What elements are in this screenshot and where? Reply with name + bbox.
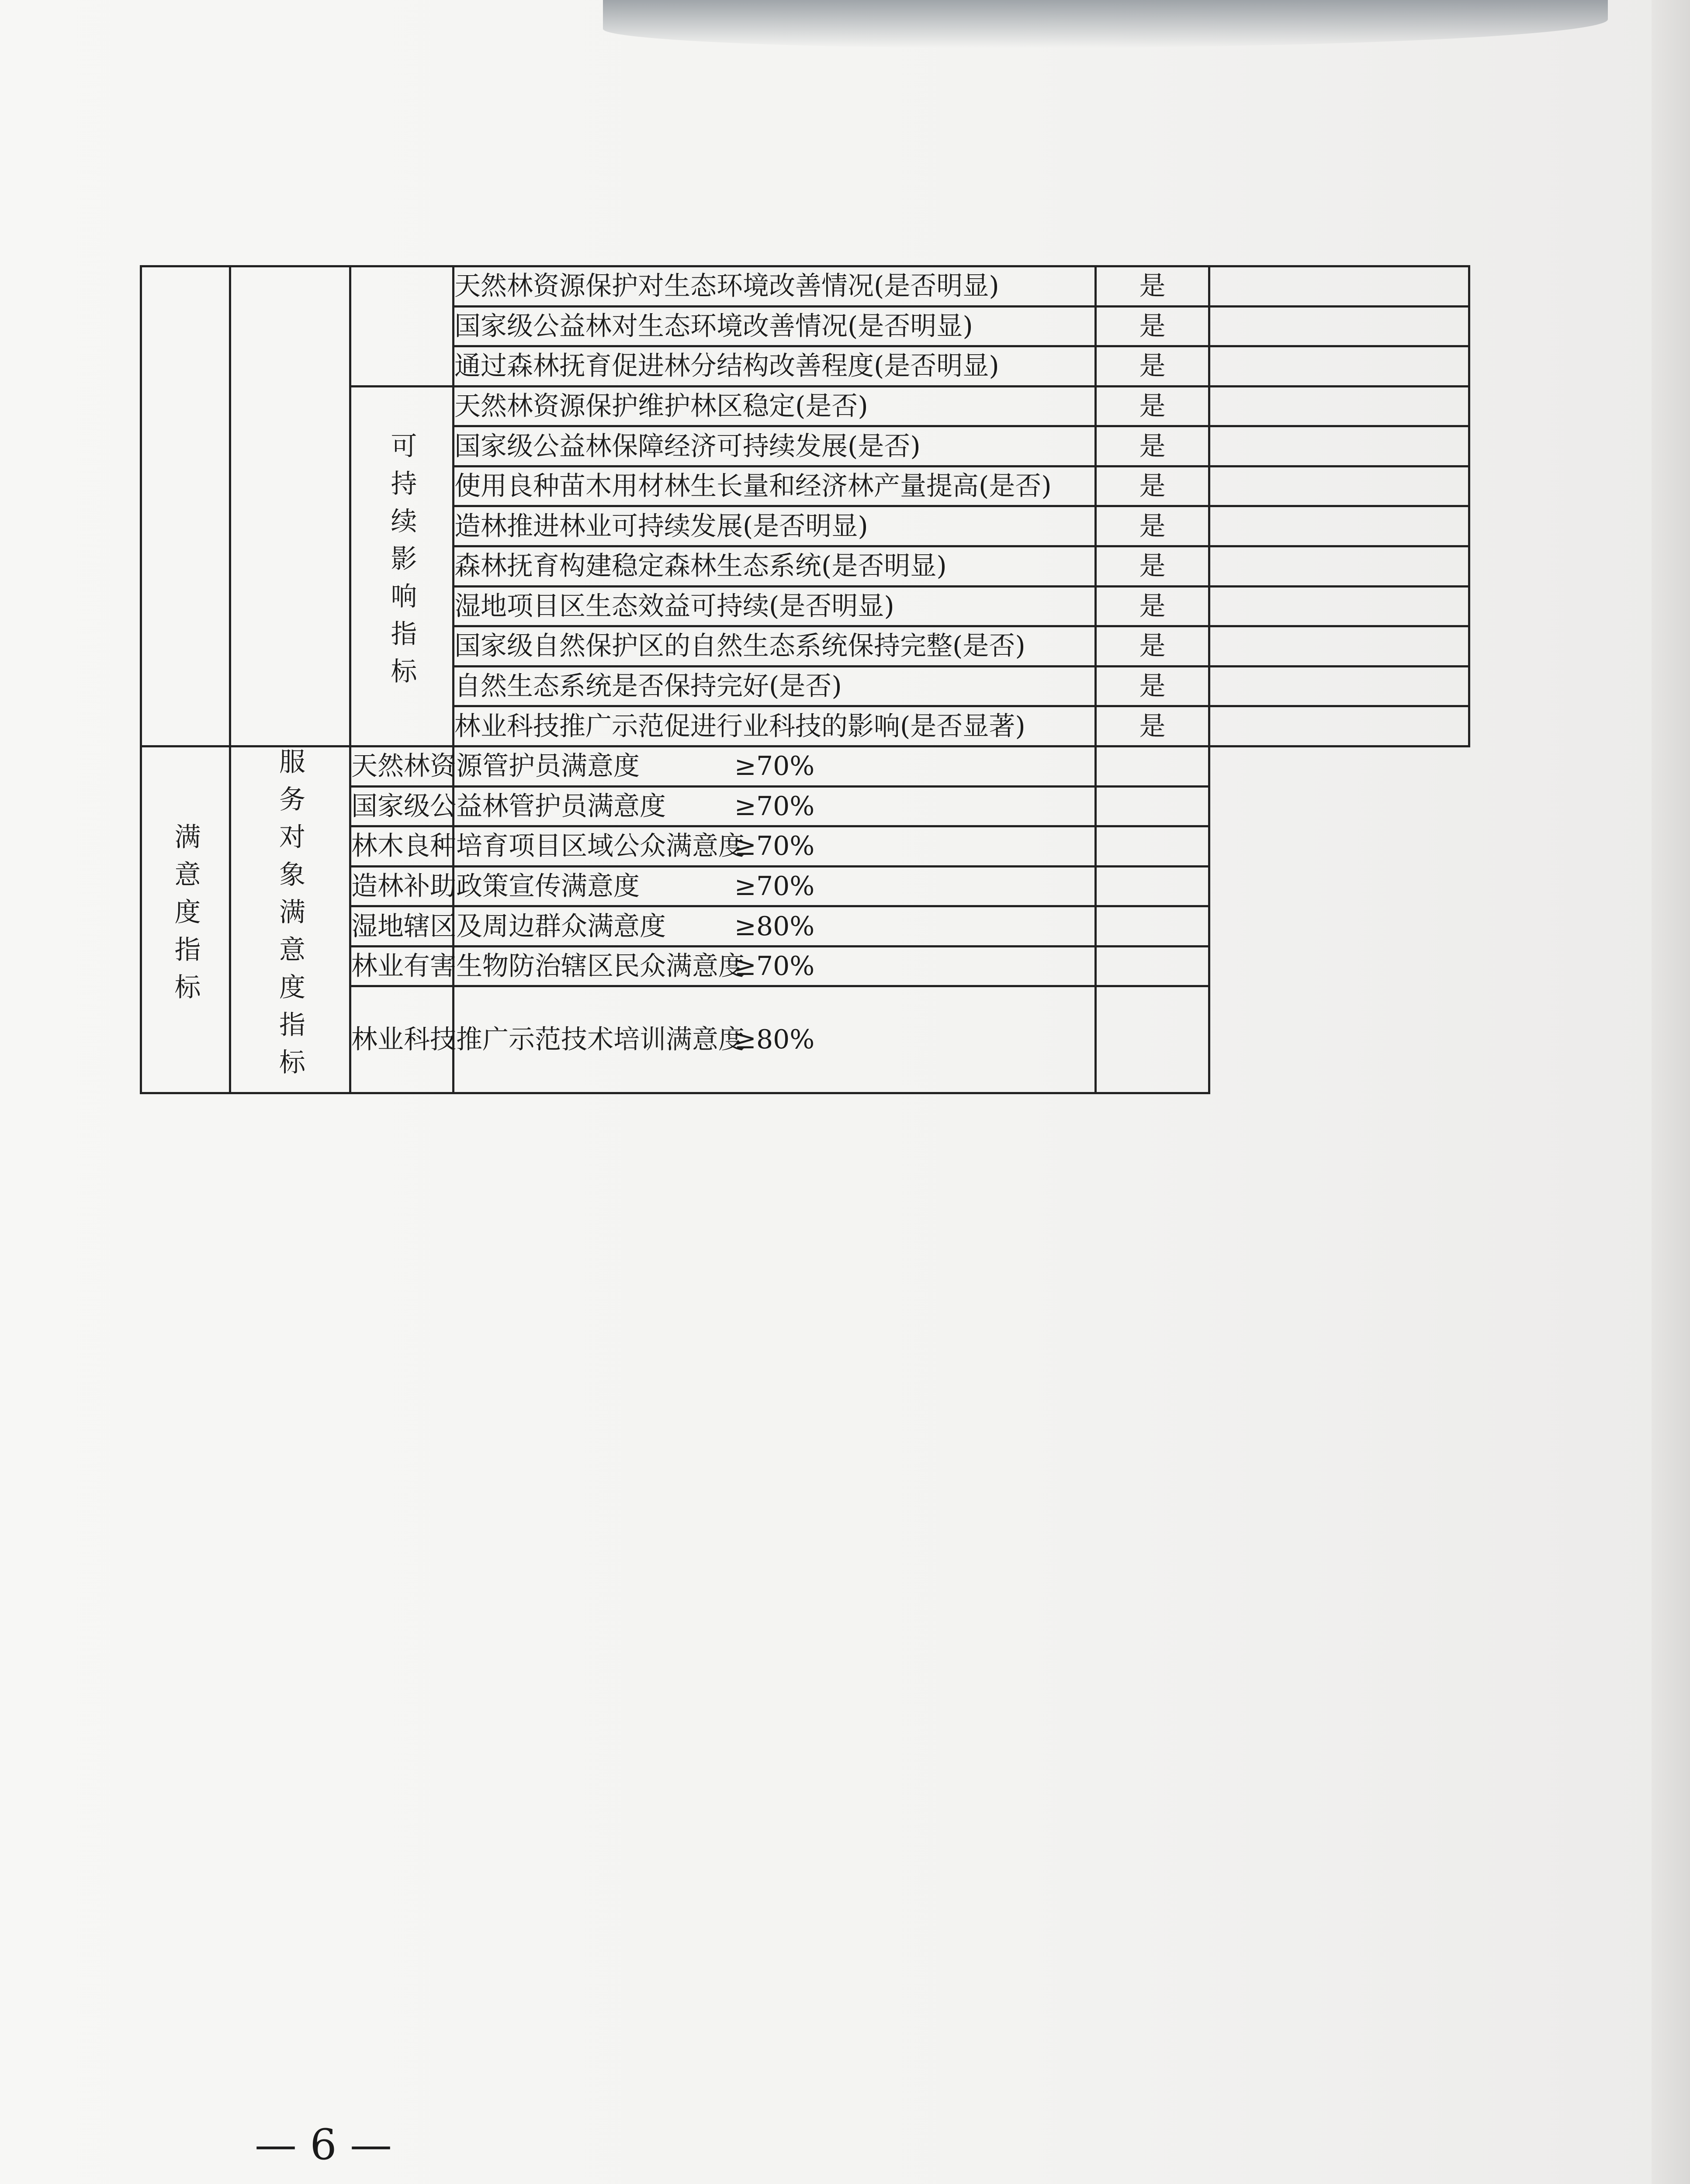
indicator-name: 森林抚育构建稳定森林生态系统(是否明显) [454,546,1096,587]
remark-cell [1209,626,1469,667]
remark-cell [1096,826,1209,867]
remark-cell [1096,946,1209,986]
level1-cell-empty [141,266,230,746]
remark-cell [1096,866,1209,906]
indicator-name: 湿地辖区及周边群众满意度 [350,906,454,947]
indicator-name: 国家级自然保护区的自然生态系统保持完整(是否) [454,626,1096,667]
indicator-value: 是 [1096,586,1209,626]
indicator-value: ≥70% [454,946,1096,986]
level2-cell-empty [230,266,350,746]
indicator-value: 是 [1096,546,1209,587]
remark-cell [1209,706,1469,746]
remark-cell [1096,986,1209,1093]
indicator-value: ≥70% [454,786,1096,826]
indicator-value: ≥80% [454,906,1096,947]
indicator-value: 是 [1096,266,1209,307]
indicator-value: 是 [1096,386,1209,426]
indicator-value: 是 [1096,306,1209,346]
remark-cell [1209,306,1469,346]
indicator-name: 林业科技推广示范技术培训满意度 [350,986,454,1093]
remark-cell [1209,426,1469,467]
satisfaction-category-cell [141,746,230,1093]
sustain-category-cell [350,386,454,746]
service-category-cell [230,746,350,1093]
indicator-name: 天然林资源保护对生态环境改善情况(是否明显) [454,266,1096,307]
performance-indicator-table [140,265,1470,1094]
remark-cell [1209,586,1469,626]
page-edge-shadow [1652,0,1690,2184]
indicator-value: 是 [1096,426,1209,467]
indicator-name: 造林推进林业可持续发展(是否明显) [454,506,1096,546]
remark-cell [1209,266,1469,307]
indicator-name: 林业科技推广示范促进行业科技的影响(是否显著) [454,706,1096,746]
indicator-value: 是 [1096,466,1209,506]
indicator-name: 国家级公益林管护员满意度 [350,786,454,826]
remark-cell [1209,386,1469,426]
remark-cell [1096,786,1209,826]
page-number: — 6 — [254,2120,392,2169]
indicator-value: 是 [1096,506,1209,546]
indicator-name: 林木良种培育项目区域公众满意度 [350,826,454,867]
remark-cell [1096,906,1209,947]
indicator-name: 自然生态系统是否保持完好(是否) [454,666,1096,706]
remark-cell [1209,546,1469,587]
remark-cell [1209,506,1469,546]
sustain-category-label: 可持续影响指标 [386,432,417,695]
indicator-value: ≥70% [454,826,1096,867]
indicator-value: 是 [1096,666,1209,706]
indicator-name: 国家级公益林对生态环境改善情况(是否明显) [454,306,1096,346]
satisfaction-category-label: 满意度指标 [170,822,201,1011]
table-row [141,266,1469,307]
indicator-value: 是 [1096,626,1209,667]
remark-cell [1209,346,1469,387]
remark-cell [1096,746,1209,786]
indicator-value: ≥80% [454,986,1096,1093]
indicator-name: 使用良种苗木用材林生长量和经济林产量提高(是否) [454,466,1096,506]
indicator-name: 通过森林抚育促进林分结构改善程度(是否明显) [454,346,1096,387]
indicator-name: 国家级公益林保障经济可持续发展(是否) [454,426,1096,467]
indicator-value: 是 [1096,706,1209,746]
remark-cell [1209,666,1469,706]
indicator-name: 天然林资源保护维护林区稳定(是否) [454,386,1096,426]
indicator-name: 造林补助政策宣传满意度 [350,866,454,906]
indicator-name: 天然林资源管护员满意度 [350,746,454,786]
indicator-value: ≥70% [454,866,1096,906]
indicator-name: 林业有害生物防治辖区民众满意度 [350,946,454,986]
indicator-value: 是 [1096,346,1209,387]
indicator-value: ≥70% [454,746,1096,786]
service-category-label: 服务对象满意度指标 [275,747,305,1086]
table-row [141,746,1469,786]
level3-cell-empty [350,266,454,387]
remark-cell [1209,466,1469,506]
indicator-name: 湿地项目区生态效益可持续(是否明显) [454,586,1096,626]
